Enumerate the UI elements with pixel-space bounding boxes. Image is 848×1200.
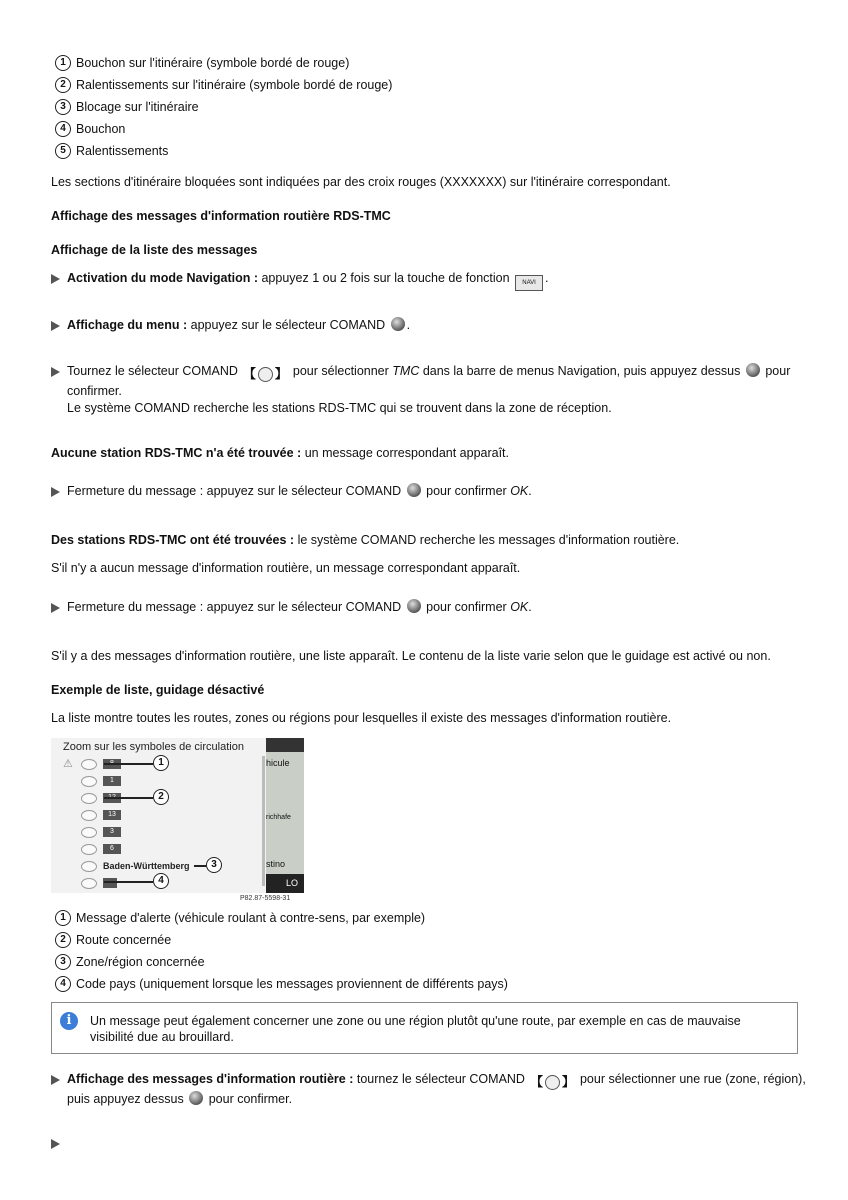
map-label: stino [266,859,286,869]
legend-text: Ralentissements sur l'itinéraire (symbole bordé de rouge) [76,78,393,92]
paragraph-list-appears: S'il y a des messages d'information routière, une liste apparaît. Le contenu de la liste varie selon que le guidage est activé ou non. [51,649,771,663]
step-note: Le système COMAND recherche les stations RDS-TMC qui se trouvent dans la zone de réception. [67,401,612,415]
ok-label: OK [510,600,529,614]
comand-press-icon [407,599,421,613]
callout-number: 1 [55,910,71,926]
comand-press-icon [746,363,760,377]
comand-turn-icon: 【 】 [530,1075,575,1089]
step-text: tournez le sélecteur COMAND [353,1072,525,1086]
step-end: pour confirmer. [67,364,791,398]
callout-number: 4 [55,976,71,992]
step-end: . [545,271,549,285]
legend-item [55,953,205,971]
step-close-message [51,483,812,500]
legend-text: Code pays (uniquement lorsque les messages proviennent de différents pays) [76,977,508,991]
info-text: Un message peut également concerner une zone ou une région plutôt qu'une route, par exemple en cas de mauvaise visibilité due au brouillard. [90,1014,741,1044]
info-icon: i [60,1012,78,1030]
map-label: hicule [266,758,290,768]
road-tag: 3 [103,827,121,837]
step-text: pour confirmer [422,600,511,614]
comand-press-icon [391,317,405,331]
screen-header: Zoom sur les symboles de circulation [63,741,244,753]
list-item [81,809,121,821]
road-tag [103,878,117,888]
step-text: appuyez 1 ou 2 fois sur la touche de fonction [258,271,510,285]
para-label: Des stations RDS-TMC ont été trouvées : [51,533,295,547]
comand-turn-icon: 【 】 [243,367,288,381]
heading-example: Exemple de liste, guidage désactivé [51,683,265,697]
arrow-bullet-icon [51,1139,60,1149]
step-text: appuyez sur le sélecteur COMAND [187,318,386,332]
paragraph-sections: Les sections d'itinéraire bloquées sont indiquées par des croix rouges (XXXXXXX) sur l'itinéraire correspondant. [51,175,671,189]
road-tag: 1 [103,776,121,786]
step-text: Tournez le sélecteur COMAND [67,364,238,378]
step-close-message-2 [51,599,812,616]
legend-item [55,120,125,138]
step-text: dans la barre de menus Navigation, puis appuyez dessus [419,364,741,378]
callout-number: 5 [55,143,71,159]
comand-screen-figure [51,738,304,893]
arrow-bullet-icon [51,1075,60,1085]
legend-text: Zone/région concernée [76,955,205,969]
comand-press-icon [407,483,421,497]
arrow-bullet-icon [51,367,60,377]
navi-key-icon: NAVI [515,275,543,291]
road-tag: 6 [103,844,121,854]
figure-callout: 2 [153,789,169,805]
figure-callout: 4 [153,873,169,889]
info-note [51,1002,798,1054]
callout-number: 3 [55,99,71,115]
list-item [81,775,121,787]
para-text: un message correspondant apparaît. [301,446,510,460]
legend-item [55,142,168,160]
list-item [81,826,121,838]
step-label: Affichage du menu : [67,318,188,332]
callout-number: 2 [55,932,71,948]
arrow-bullet-icon [51,487,60,497]
step-text: pour sélectionner une rue (zone, région), puis appuyez dessus [67,1072,806,1106]
heading-rds-tmc: Affichage des messages d'information routière RDS-TMC [51,209,391,223]
tmc-label: TMC [392,364,420,378]
step-navigation-mode [51,270,812,291]
heading-list: Affichage de la liste des messages [51,243,258,257]
step-select-tmc [51,363,812,417]
scrollbar[interactable] [262,756,265,886]
arrow-bullet-icon [51,274,60,284]
step-text: Fermeture du message : appuyez sur le sélecteur COMAND [67,600,402,614]
legend-item [55,931,171,949]
step-menu [51,317,812,334]
step-text: Fermeture du message : appuyez sur le sélecteur COMAND [67,484,402,498]
map-label: richhafe [266,814,291,821]
legend-item [55,909,425,927]
legend-text: Bouchon sur l'itinéraire (symbole bordé de rouge) [76,56,350,70]
warning-icon: ⚠ [63,758,73,770]
list-item [81,860,190,872]
comand-press-icon [189,1091,203,1105]
step-text: pour confirmer [422,484,511,498]
legend-text: Bouchon [76,122,126,136]
legend-item [55,54,349,72]
figure-callout: 3 [206,857,222,873]
legend-item [55,975,508,993]
legend-text: Blocage sur l'itinéraire [76,100,199,114]
step-text: pour sélectionner [289,364,393,378]
callout-number: 1 [55,55,71,71]
callout-number: 4 [55,121,71,137]
step-end: . [406,318,411,332]
legend-item [55,98,199,116]
map-pane [266,738,304,893]
callout-number: 2 [55,77,71,93]
paragraph-list-shows: La liste montre toutes les routes, zones ou régions pour lesquelles il existe des messages d'information routière. [51,711,672,725]
step-label: Affichage des messages d'information routière : [67,1072,354,1086]
arrow-bullet-icon [51,603,60,613]
paragraph-stations-found [51,532,811,549]
callout-number: 3 [55,954,71,970]
figure-code: P82.87-5598-31 [240,895,291,902]
legend-item [55,76,392,94]
list-item [81,877,117,889]
step-end: . [528,600,532,614]
road-tag: 13 [103,810,121,820]
region-label: Baden-Württemberg [103,861,190,871]
step-display-messages [51,1071,812,1108]
map-label: LO [266,874,304,893]
legend-text: Ralentissements [76,144,169,158]
list-item [81,843,121,855]
para-text: le système COMAND recherche les messages d'information routière. [294,533,680,547]
ok-label: OK [510,484,529,498]
legend-text: Message d'alerte (véhicule roulant à contre-sens, par exemple) [76,911,426,925]
paragraph-no-station [51,445,811,462]
step-end: . [528,484,532,498]
paragraph-no-message: S'il n'y a aucun message d'information routière, un message correspondant apparaît. [51,561,521,575]
step-end: pour confirmer. [205,1092,293,1106]
arrow-bullet-icon [51,321,60,331]
step-label: Activation du mode Navigation : [67,271,258,285]
figure-callout: 1 [153,755,169,771]
legend-text: Route concernée [76,933,172,947]
para-label: Aucune station RDS-TMC n'a été trouvée : [51,446,302,460]
